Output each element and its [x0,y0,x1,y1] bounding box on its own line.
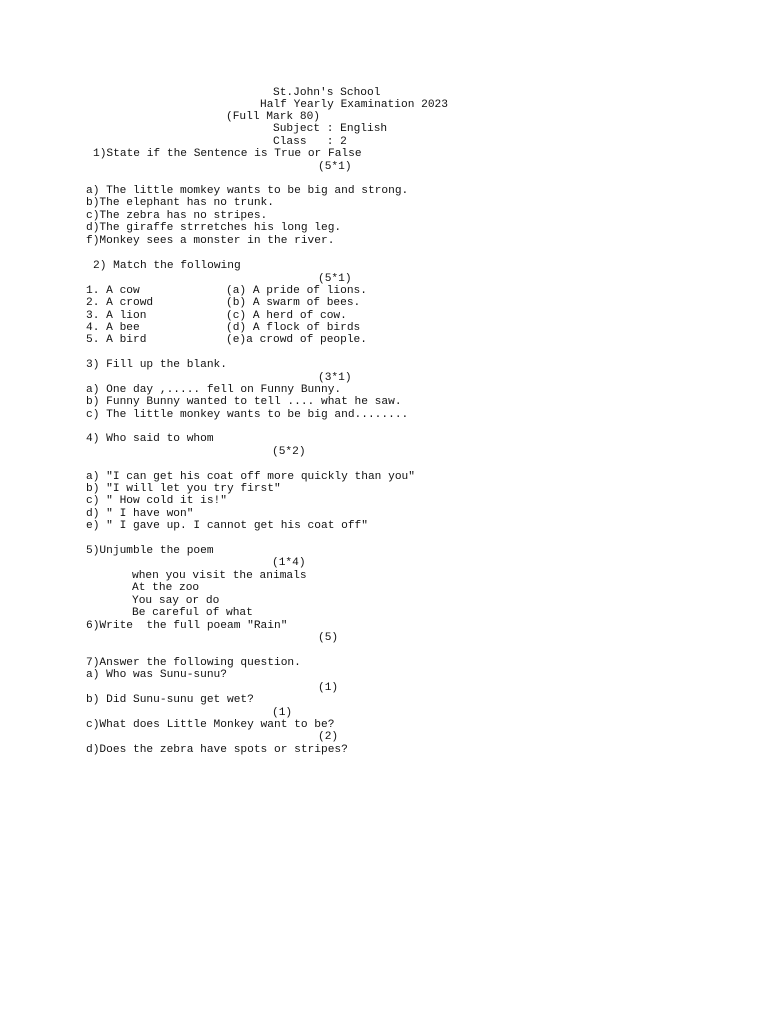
q4-item-a: a) "I can get his coat off more quickly than you" [86,471,415,483]
q4-item-b: b) "I will let you try first" [86,483,281,495]
q7-item-a: a) Who was Sunu-sunu? [86,669,227,681]
q2-right-e: (e)a crowd of people. [226,334,367,346]
q5-line-2: At the zoo [132,582,200,594]
q1-item-b: b)The elephant has no trunk. [86,197,274,209]
q3-item-a: a) One day ,..... fell on Funny Bunny. [86,384,342,396]
subject-line: Subject : English [273,123,388,135]
q2-left-3: 3. A lion [86,310,147,322]
q1-item-a: a) The little momkey wants to be big and strong. [86,185,409,197]
q2-left-2: 2. A crowd [86,297,154,309]
q7-item-b: b) Did Sunu-sunu get wet? [86,694,254,706]
exam-title: Half Yearly Examination 2023 [260,99,448,111]
q2-title: 2) Match the following [93,260,241,272]
q2-left-1: 1. A cow [86,285,140,297]
q5-title: 5)Unjumble the poem [86,545,214,557]
q2-right-d: (d) A flock of birds [226,322,361,334]
q4-item-d: d) " I have won" [86,508,194,520]
q6-marks: (5) [318,632,339,644]
school-name: St.John's School [273,87,381,99]
q7-item-a-marks: (1) [318,682,339,694]
q6-title: 6)Write the full poeam "Rain" [86,620,288,632]
q2-marks: (5*1) [318,273,352,285]
q3-item-c: c) The little monkey wants to be big and........ [86,409,409,421]
q5-line-4: Be careful of what [132,607,253,619]
q7-item-c: c)What does Little Monkey want to be? [86,719,335,731]
full-mark: (Full Mark 80) [226,111,320,123]
q1-item-c: c)The zebra has no stripes. [86,210,268,222]
q2-right-c: (c) A herd of cow. [226,310,347,322]
q2-right-b: (b) A swarm of bees. [226,297,361,309]
q3-marks: (3*1) [318,372,352,384]
q4-marks: (5*2) [272,446,306,458]
q4-item-c: c) " How cold it is!" [86,495,227,507]
q5-marks: (1*4) [272,557,306,569]
q7-title: 7)Answer the following question. [86,657,301,669]
q7-item-b-marks: (1) [272,707,293,719]
q5-line-1: when you visit the animals [132,570,307,582]
q2-right-a: (a) A pride of lions. [226,285,367,297]
q1-marks: (5*1) [318,161,352,173]
q1-item-d: d)The giraffe strretches his long leg. [86,222,342,234]
q4-title: 4) Who said to whom [86,433,214,445]
q7-item-c-marks: (2) [318,731,339,743]
q3-title: 3) Fill up the blank. [86,359,227,371]
q2-left-5: 5. A bird [86,334,147,346]
q1-item-f: f)Monkey sees a monster in the river. [86,235,335,247]
q1-title: 1)State if the Sentence is True or False [93,148,362,160]
q4-item-e: e) " I gave up. I cannot get his coat off" [86,520,368,532]
q7-item-d: d)Does the zebra have spots or stripes? [86,744,348,756]
q3-item-b: b) Funny Bunny wanted to tell .... what he saw. [86,396,402,408]
class-line: Class : 2 [273,136,347,148]
q5-line-3: You say or do [132,595,220,607]
q2-left-4: 4. A bee [86,322,140,334]
